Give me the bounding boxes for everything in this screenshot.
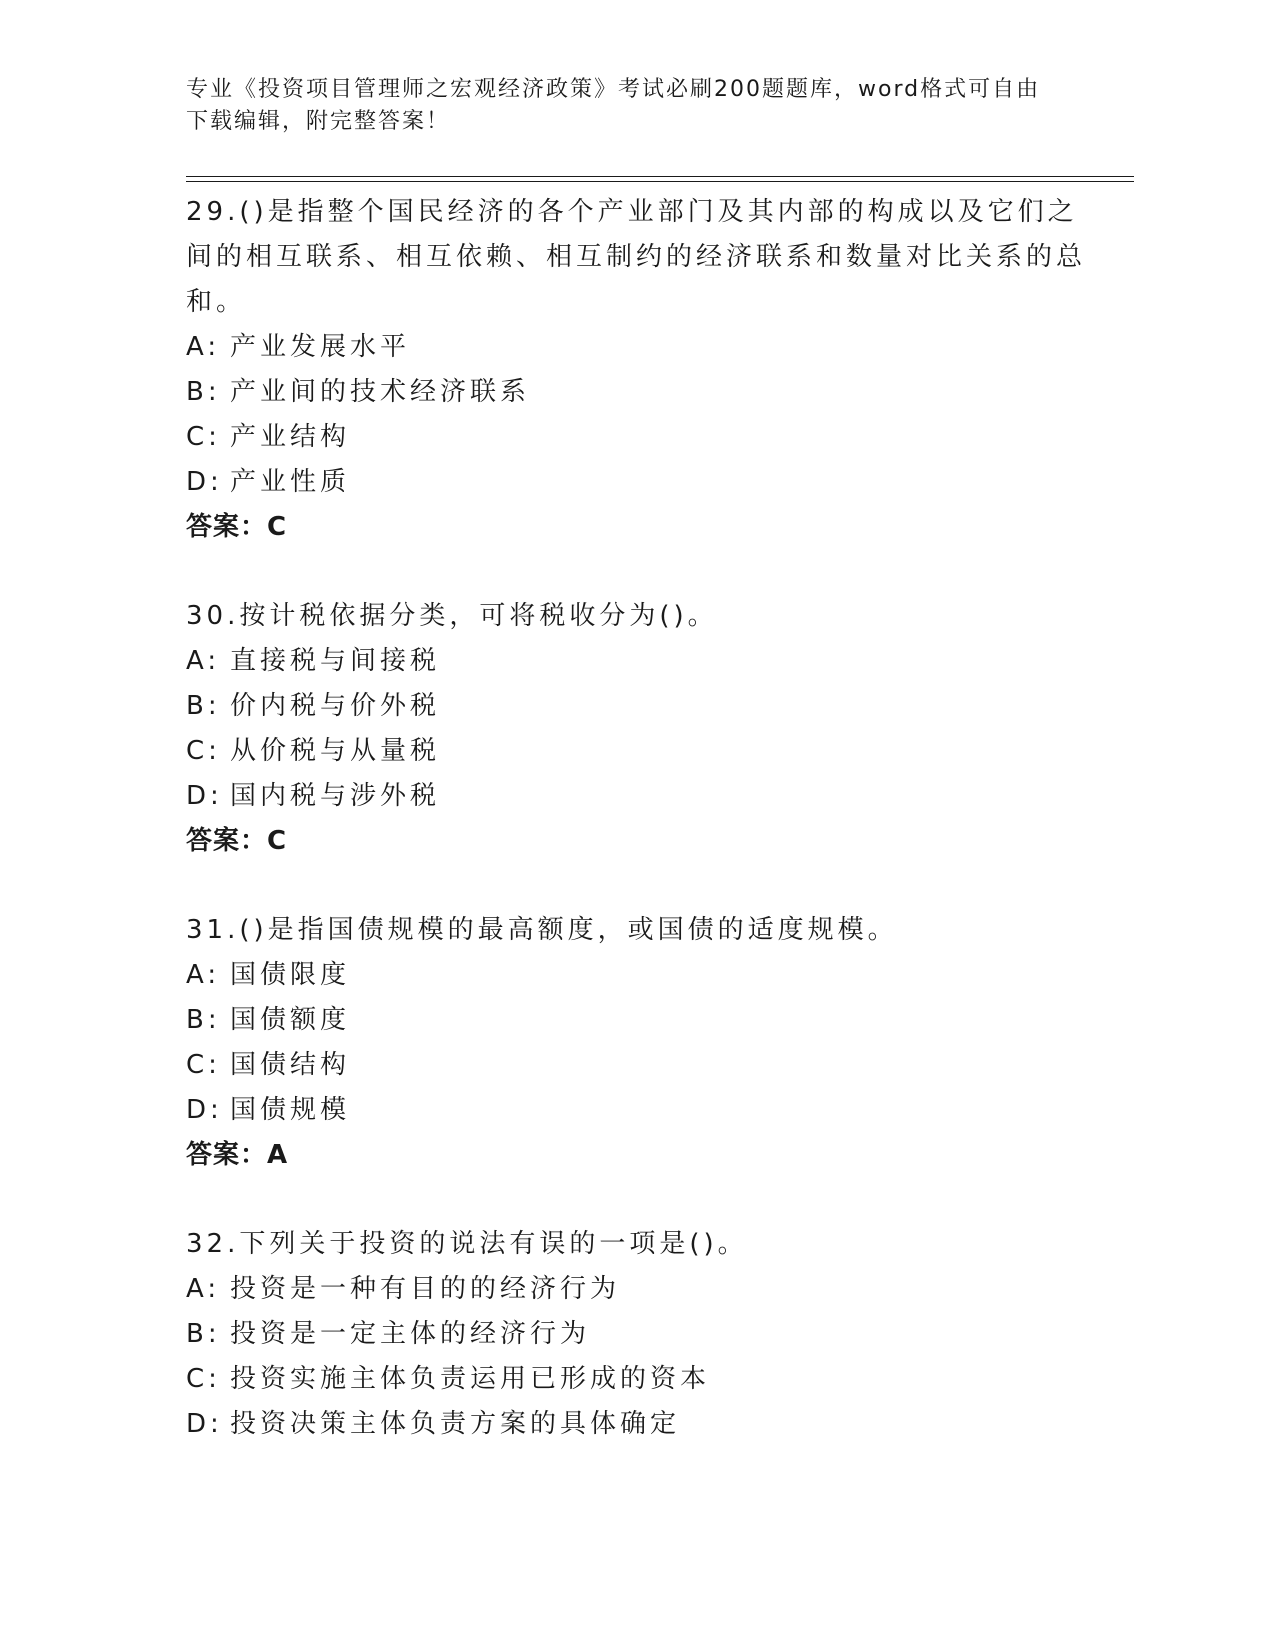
option-letter: C: [186,422,221,452]
option-letter: D: [186,1409,223,1439]
option-letter: B: [186,1005,221,1035]
option-text: 产业结构 [230,422,351,452]
header-line-1: 专业《投资项目管理师之宏观经济政策》考试必刷200题题库，word格式可自由 [186,77,1041,102]
option-c [186,1357,1086,1402]
question-31 [186,908,1086,1178]
option-text: 产业间的技术经济联系 [230,377,531,407]
option-text: 投资决策主体负责方案的具体确定 [230,1409,681,1439]
option-text: 国债规模 [230,1095,351,1125]
option-b [186,998,1086,1043]
option-letter: B: [186,377,221,407]
option-a [186,1267,1086,1312]
option-text: 产业性质 [230,467,351,497]
question-stem: 32.下列关于投资的说法有误的一项是()。 [186,1229,748,1259]
option-d [186,460,1086,505]
answer-line: 答案：C [186,512,288,542]
option-text: 国内税与涉外税 [230,781,441,811]
question-stem: 31.()是指国债规模的最高额度，或国债的适度规模。 [186,915,898,945]
option-d [186,1402,1086,1447]
option-c [186,415,1086,460]
option-c [186,1043,1086,1088]
question-list [186,190,1086,1491]
option-text: 国债结构 [230,1050,351,1080]
option-letter: B: [186,1319,221,1349]
option-letter: C: [186,1364,221,1394]
option-letter: D: [186,467,223,497]
option-letter: B: [186,691,221,721]
document-header [186,74,1086,138]
option-text: 投资是一种有目的的经济行为 [230,1274,621,1304]
header-rule-top [186,176,1134,177]
option-text: 直接税与间接税 [230,646,441,676]
option-letter: A: [186,332,221,362]
option-text: 国债限度 [230,960,351,990]
question-32 [186,1222,1086,1447]
option-text: 投资是一定主体的经济行为 [230,1319,591,1349]
option-b [186,684,1086,729]
option-text: 从价税与从量税 [230,736,441,766]
option-text: 价内税与价外税 [230,691,441,721]
option-letter: C: [186,736,221,766]
option-a [186,639,1086,684]
answer-line: 答案：A [186,1140,289,1170]
answer-line: 答案：C [186,826,288,856]
question-stem: 29.()是指整个国民经济的各个产业部门及其内部的构成以及它们之间的相互联系、相互依赖、相互制约的经济联系和数量对比关系的总和。 [186,197,1087,317]
option-letter: A: [186,960,221,990]
option-a [186,953,1086,998]
option-letter: A: [186,1274,221,1304]
question-29 [186,190,1086,550]
option-d [186,1088,1086,1133]
option-b [186,370,1086,415]
question-30 [186,594,1086,864]
option-letter: D: [186,781,223,811]
option-b [186,1312,1086,1357]
option-d [186,774,1086,819]
option-a [186,325,1086,370]
question-stem: 30.按计税依据分类，可将税收分为()。 [186,601,718,631]
option-letter: C: [186,1050,221,1080]
option-text: 产业发展水平 [230,332,411,362]
option-letter: A: [186,646,221,676]
option-text: 国债额度 [230,1005,351,1035]
option-c [186,729,1086,774]
header-rule-bottom [186,181,1134,182]
option-letter: D: [186,1095,223,1125]
option-text: 投资实施主体负责运用已形成的资本 [230,1364,711,1394]
header-line-2: 下载编辑，附完整答案！ [186,109,451,134]
